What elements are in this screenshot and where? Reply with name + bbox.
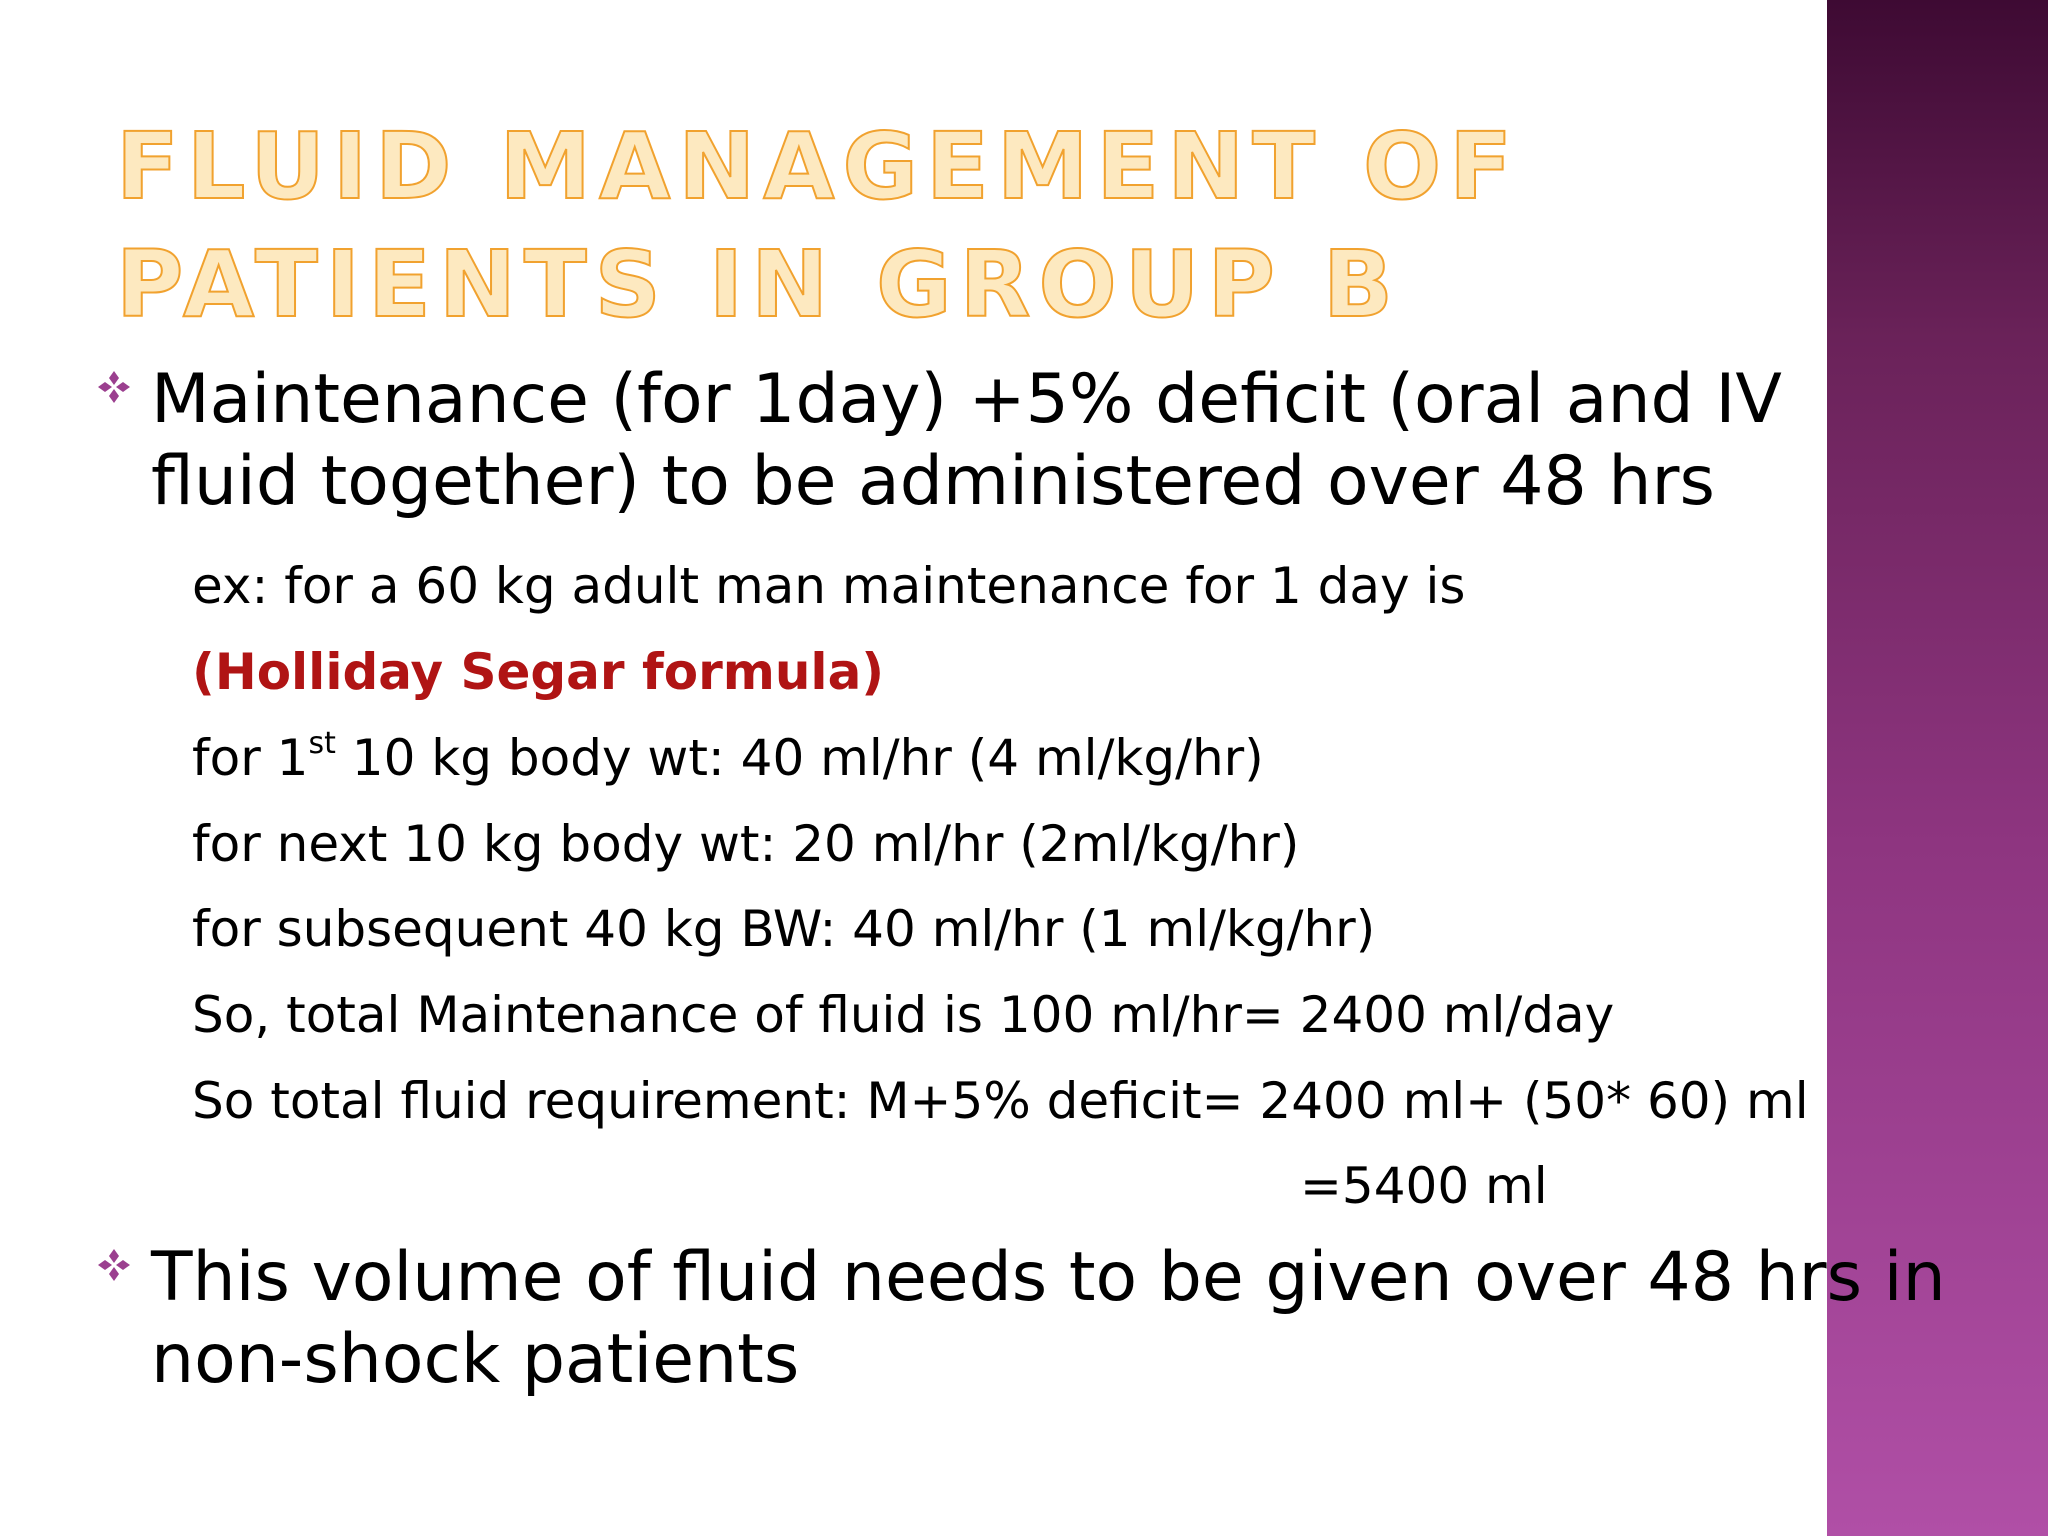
bullet-item-volume [96,1237,1976,1401]
ordinal-suffix: st [308,726,336,761]
example-total-maintenance: So, total Maintenance of fluid is 100 ml/hr= 2400 ml/day [192,986,1615,1044]
formula-name: (Holliday Segar formula) [192,643,885,701]
first-10kg-rest: 10 kg body wt: 40 ml/hr (4 ml/kg/hr) [335,729,1264,787]
example-intro: ex: for a 60 kg adult man maintenance for 1 day is [192,557,1466,615]
bullet-text: This volume of fluid needs to be given over 48 hrs in non-shock patients [151,1238,1946,1399]
example-first-10kg [192,728,1264,788]
four-diamond-bullet-icon [96,1247,132,1283]
bullet-item-maintenance [96,359,1796,523]
example-subsequent-40kg: for subsequent 40 kg BW: 40 ml/hr (1 ml/kg/hr) [192,900,1376,958]
first-10kg-prefix: for 1 [192,729,309,787]
example-result: =5400 ml [1300,1157,1548,1215]
four-diamond-bullet-icon [96,369,132,405]
example-next-10kg: for next 10 kg body wt: 20 ml/hr (2ml/kg/hr) [192,815,1300,873]
slide-title: FLUID MANAGEMENT OF PATIENTS IN GROUP B [116,113,1521,338]
bullet-text: Maintenance (for 1day) +5% deficit (oral and IV fluid together) to be administered over 48 hrs [151,360,1782,521]
example-total-requirement: So total fluid requirement: M+5% deficit= 2400 ml+ (50* 60) ml [192,1072,1809,1130]
